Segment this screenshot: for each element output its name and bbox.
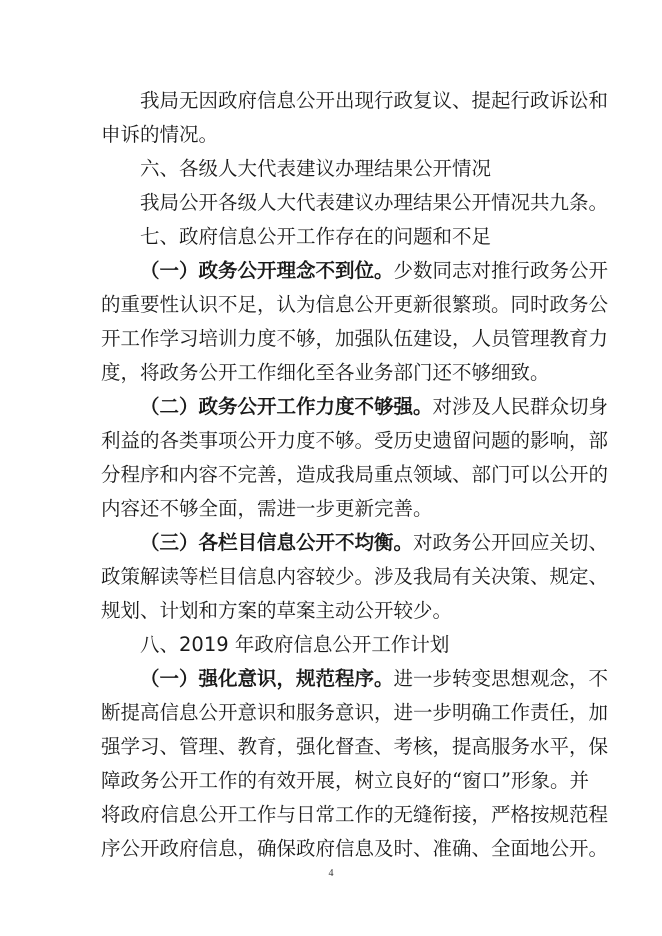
body-line: 开工作学习培训力度不够，加强队伍建设，人员管理教育力 (101, 327, 609, 350)
body-line: 申诉的情况。 (101, 123, 219, 146)
body-line: 度，将政务公开工作细化至各业务部门还不够细致。 (101, 361, 550, 384)
body-line: 规划、计划和方案的草案主动公开较少。 (101, 599, 453, 622)
body-line: 强学习、管理、教育，强化督查、考核，提高服务水平，保 (101, 735, 609, 758)
body-line: 利益的各类事项公开力度不够。受历史遗留问题的影响，部 (101, 429, 609, 452)
section-heading-6: 六、各级人大代表建议办理结果公开情况 (140, 157, 492, 180)
body-text: 对政务公开回应关切、 (413, 531, 609, 554)
page-number: 4 (328, 868, 334, 879)
body-line: 政策解读等栏目信息内容较少。涉及我局有关决策、规定、 (101, 565, 609, 588)
body-line: 我局公开各级人大代表建议办理结果公开情况共九条。 (140, 191, 609, 214)
paragraph-first-line (140, 390, 609, 424)
subheading-3: （三）各栏目信息公开不均衡。 (140, 531, 414, 554)
body-line: 断提高信息公开意识和服务意识，进一步明确工作责任，加 (101, 701, 609, 724)
body-line: 我局无因政府信息公开出现行政复议、提起行政诉讼和 (140, 89, 609, 112)
body-line: 分程序和内容不完善，造成我局重点领域、部门可以公开的 (101, 463, 609, 486)
body-text: 少数同志对推行政务公开 (393, 259, 609, 282)
body-line: 序公开政府信息，确保政府信息及时、准确、全面地公开。 (101, 837, 609, 860)
subheading-2: （二）政务公开工作力度不够强。 (140, 395, 433, 418)
body-text: 对涉及人民群众切身 (432, 395, 609, 418)
body-text: 进一步转变思想观念，不 (393, 667, 609, 690)
body-line: 障政务公开工作的有效开展，树立良好的“窗口”形象。并 (101, 769, 589, 792)
subheading-1: （一）政务公开理念不到位。 (140, 259, 394, 282)
paragraph-first-line (140, 662, 609, 696)
subheading-4: （一）强化意识，规范程序。 (140, 667, 394, 690)
section-heading-7: 七、政府信息公开工作存在的问题和不足 (140, 225, 492, 248)
paragraph-first-line (140, 526, 609, 560)
paragraph-first-line (140, 254, 609, 288)
body-line: 内容还不够全面，需进一步更新完善。 (101, 497, 433, 520)
body-line: 的重要性认识不足，认为信息公开更新很繁琐。同时政务公 (101, 293, 609, 316)
body-line: 将政府信息公开工作与日常工作的无缝衔接，严格按规范程 (101, 803, 609, 826)
section-heading-8: 八、2019 年政府信息公开工作计划 (140, 633, 450, 656)
